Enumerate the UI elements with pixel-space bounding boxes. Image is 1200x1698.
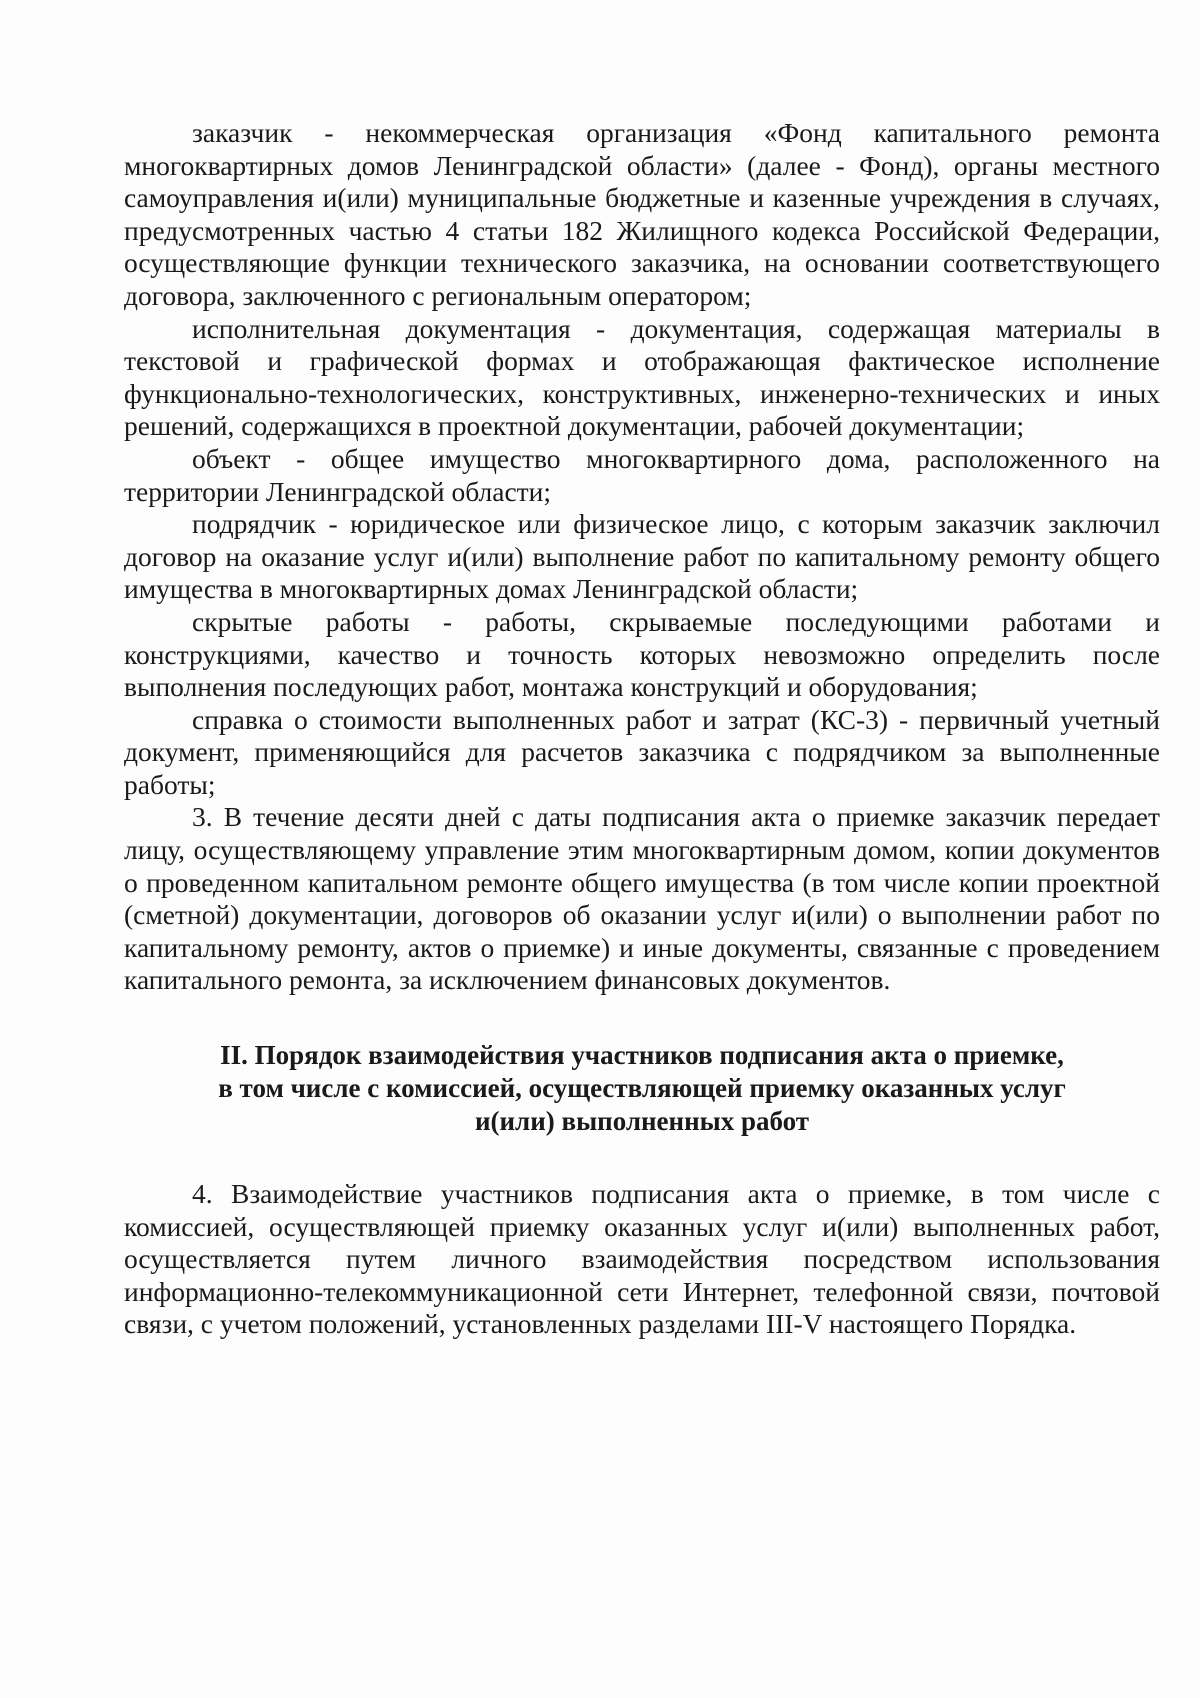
definition-executive-documentation: исполнительная документация - документация, содержащая материалы в текстовой и графической формах и отображающая фактическое исполнение функционально-технологических, конструктивных, инженерно-технических и иных решений, содержащихся в проектной документации, рабочей документации; xyxy=(124,312,1160,442)
clause-3: 3. В течение десяти дней с даты подписания акта о приемке заказчик передает лицу, осуществляющему управление этим многоквартирным домом, копии документов о проведенном капитальном ремонте общего имущества (в том числе копии проектной (сметной) документации, договоров об оказании услуг и(или) о выполнении работ по капитальному ремонту, актов о приемке) и иные документы, связанные с проведением капитального ремонта, за исключением финансовых документов. xyxy=(124,801,1160,996)
document-body xyxy=(124,117,1160,1341)
definition-object: объект - общее имущество многоквартирного дома, расположенного на территории Ленинградской области; xyxy=(124,442,1160,507)
definition-customer: заказчик - некоммерческая организация «Фонд капитального ремонта многоквартирных домов Ленинградской области» (далее - Фонд), органы местного самоуправления и(или) муниципальные бюджетные и казенные учреждения в случаях, предусмотренных частью 4 статьи 182 Жилищного кодекса Российской Федерации, осуществляющие функции технического заказчика, на основании соответствующего договора, заключенного с региональным оператором; xyxy=(124,117,1160,311)
section-heading-line-3: и(или) выполненных работ xyxy=(474,1106,810,1137)
section-heading xyxy=(124,1039,1160,1138)
definition-ks3-certificate: справка о стоимости выполненных работ и затрат (КС-3) - первичный учетный документ, применяющийся для расчетов заказчика с подрядчиком за выполненные работы; xyxy=(124,703,1160,800)
definition-contractor: подрядчик - юридическое или физическое лицо, с которым заказчик заключил договор на оказание услуг и(или) выполнение работ по капитальному ремонту общего имущества в многоквартирных домах Ленинградской области; xyxy=(124,508,1160,605)
section-heading-line-2: в том числе с комиссией, осуществляющей приемку оказанных услуг xyxy=(218,1073,1066,1104)
section-heading-line-1: II. Порядок взаимодействия участников подписания акта о приемке, xyxy=(220,1040,1064,1071)
clause-4: 4. Взаимодействие участников подписания акта о приемке, в том числе с комиссией, осуществляющей приемку оказанных услуг и(или) выполненных работ, осуществляется путем личного взаимодействия посредством использования информационно-телекоммуникационной сети Интернет, телефонной связи, почтовой связи, с учетом положений, установленных разделами III-V настоящего Порядка. xyxy=(124,1178,1160,1340)
definition-hidden-works: скрытые работы - работы, скрываемые последующими работами и конструкциями, качество и точность которых невозможно определить после выполнения последующих работ, монтажа конструкций и оборудования; xyxy=(124,605,1160,703)
